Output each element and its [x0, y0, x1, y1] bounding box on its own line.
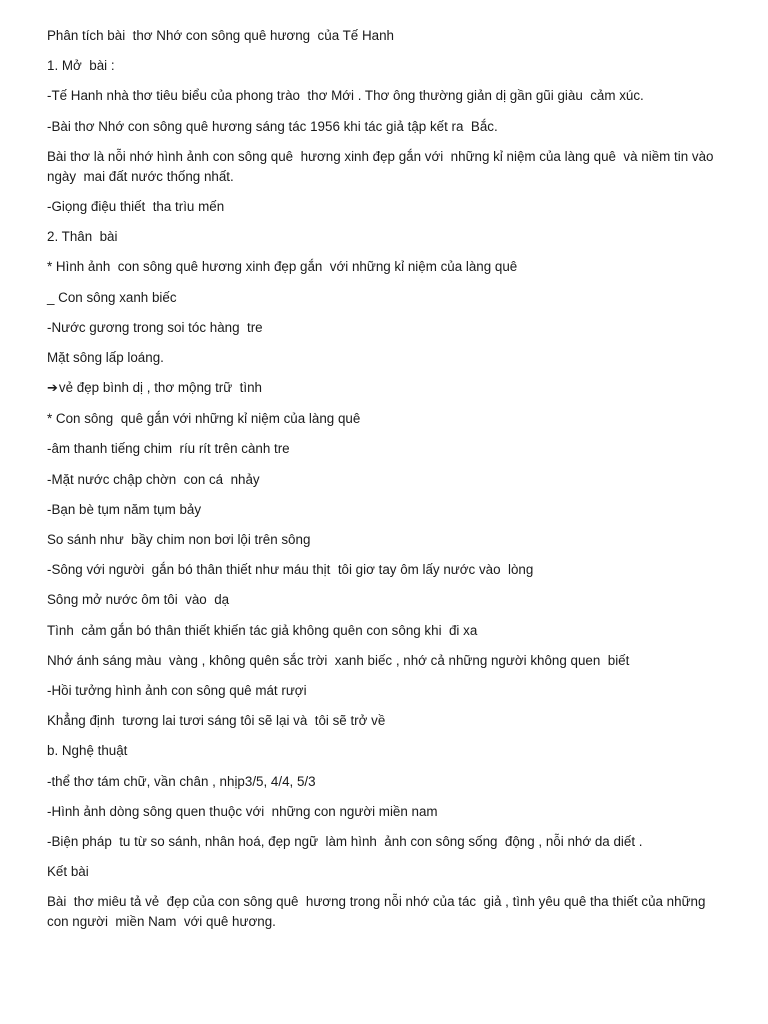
paragraph: Bài thơ miêu tả vẻ đẹp của con sông quê hương trong nỗi nhớ của tác giả , tình yêu quê tha thiết của những con người miền Nam với quê hương.	[47, 894, 710, 930]
paragraph: Nhớ ánh sáng màu vàng , không quên sắc trời xanh biếc , nhớ cả những người không quen biết	[47, 652, 630, 668]
paragraph: -thể thơ tám chữ, vần chân , nhịp3/5, 4/4, 5/3	[47, 773, 316, 789]
paragraph: -Tế Hanh nhà thơ tiêu biểu của phong trào thơ Mới . Thơ ông thường giản dị gần gũi giàu cảm xúc.	[47, 88, 644, 104]
paragraph: * Hình ảnh con sông quê hương xinh đẹp gắn với những kỉ niệm của làng quê	[47, 259, 518, 275]
paragraph: -Biện pháp tu từ so sánh, nhân hoá, đẹp ngữ làm hình ảnh con sông sống động , nỗi nhớ da diết .	[47, 833, 643, 849]
paragraph-with-arrow	[47, 378, 727, 399]
paragraph: _ Con sông xanh biếc	[47, 289, 177, 305]
paragraph: -Giọng điệu thiết tha trìu mến	[47, 198, 225, 214]
paragraph: -âm thanh tiếng chim ríu rít trên cành tre	[47, 441, 290, 457]
paragraph: Sông mở nước ôm tôi vào dạ	[47, 592, 230, 608]
paragraph: b. Nghệ thuật	[47, 743, 128, 759]
paragraph: -Bạn bè tụm năm tụm bảy	[47, 501, 202, 517]
paragraph: -Hình ảnh dòng sông quen thuộc với những con người miền nam	[47, 803, 438, 819]
arrow-right-icon: ➔	[47, 381, 58, 397]
paragraph: -Mặt nước chập chờn con cá nhảy	[47, 471, 260, 487]
paragraph: 2. Thân bài	[47, 229, 118, 245]
paragraph-text: vẻ đẹp bình dị , thơ mộng trữ tình	[58, 380, 263, 396]
paragraph: -Hồi tưởng hình ảnh con sông quê mát rượi	[47, 682, 307, 698]
paragraph: Khẳng định tương lai tươi sáng tôi sẽ lại và tôi sẽ trở về	[47, 713, 386, 729]
paragraph: * Con sông quê gắn với những kỉ niệm của làng quê	[47, 411, 361, 427]
paragraph: So sánh như bầy chim non bơi lội trên sông	[47, 532, 311, 547]
paragraph: -Sông với người gắn bó thân thiết như máu thịt tôi giơ tay ôm lấy nước vào lòng	[47, 562, 534, 578]
paragraph: -Nước gương trong soi tóc hàng tre	[47, 319, 263, 335]
document-title: Phân tích bài thơ Nhớ con sông quê hương của Tế Hanh	[47, 28, 394, 43]
paragraph: Kết bài	[47, 864, 89, 880]
paragraph: Tình cảm gắn bó thân thiết khiến tác giả không quên con sông khi đi xa	[47, 622, 478, 638]
paragraph: Bài thơ là nỗi nhớ hình ảnh con sông quê hương xinh đẹp gắn với những kỉ niệm của làng quê và niềm tin vào ngày mai đất nước thống nhất.	[47, 148, 721, 184]
document-body	[47, 26, 727, 942]
paragraph: -Bài thơ Nhớ con sông quê hương sáng tác 1956 khi tác giả tập kết ra Bắc.	[47, 118, 498, 134]
paragraph: 1. Mở bài :	[47, 58, 115, 74]
paragraph: Mặt sông lấp loáng.	[47, 349, 164, 365]
